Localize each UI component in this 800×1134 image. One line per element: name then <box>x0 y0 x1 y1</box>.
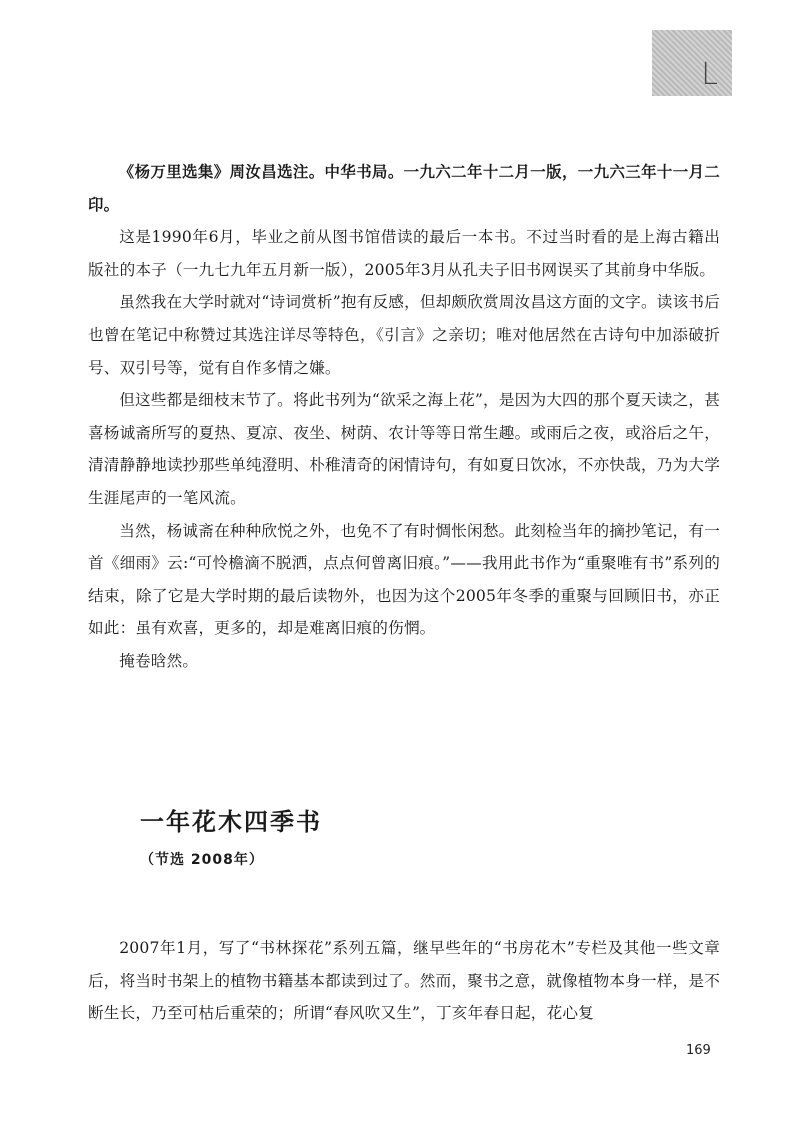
book-review-entry <box>88 156 720 678</box>
tab-letter: L <box>701 57 718 92</box>
section-subtitle: （节选 2008年） <box>140 852 264 868</box>
review-paragraph: 虽然我在大学时就对“诗词赏析”抱有反感，但却颇欣赏周汝昌这方面的文字。读该书后也曾在笔记中称赞过其选注详尽等特色，《引言》之亲切；唯对他居然在古诗句中加添破折号、双引号等，觉有自作多情之嫌。 <box>88 293 720 377</box>
review-paragraph: 但这些都是细枝末节了。将此书列为“欲采之海上花”，是因为大四的那个夏天读之，甚喜杨诚斋所写的夏热、夏凉、夜坐、树荫、农计等等日常生趣。或雨后之夜，或浴后之午，清清静静地读抄那些单纯澄明、朴稚清奇的闲情诗句，有如夏日饮冰，不亦快哉，乃为大学生涯尾声的一笔风流。 <box>88 391 720 507</box>
thumb-index-tab <box>652 30 732 96</box>
section-paragraph: 2007年1月，写了“书林探花”系列五篇，继早些年的“书房花木”专栏及其他一些文章后，将当时书架上的植物书籍基本都读到过了。然而，聚书之意，就像植物本身一样，是不断生长，乃至可枯后重荣的；所谓“春风吹又生”，丁亥年春日起，花心复 <box>88 939 720 1023</box>
review-paragraph: 这是1990年6月，毕业之前从图书馆借读的最后一本书。不过当时看的是上海古籍出版社的本子（一九七九年五月新一版），2005年3月从孔夫子旧书网误买了其前身中华版。 <box>88 228 720 279</box>
page-number: 169 <box>686 1043 711 1058</box>
book-citation: 《杨万里选集》周汝昌选注。中华书局。一九六二年十二月一版，一九六三年十一月二印。 <box>88 163 720 214</box>
section-title: 一年花木四季书 <box>140 807 322 836</box>
section-body <box>88 932 720 1030</box>
review-paragraph: 掩卷晗然。 <box>119 651 199 670</box>
review-paragraph: 当然，杨诚斋在种种欣悦之外，也免不了有时惆怅闲愁。此刻检当年的摘抄笔记，有一首《细雨》云:“可怜檐滴不脱洒，点点何曾离旧痕。”——我用此书作为“重聚唯有书”系列的结束，除了它是大学时期的最后读物外，也因为这个2005年冬季的重聚与回顾旧书，亦正如此：虽有欢喜，更多的，却是难离旧痕的伤惘。 <box>88 521 720 638</box>
